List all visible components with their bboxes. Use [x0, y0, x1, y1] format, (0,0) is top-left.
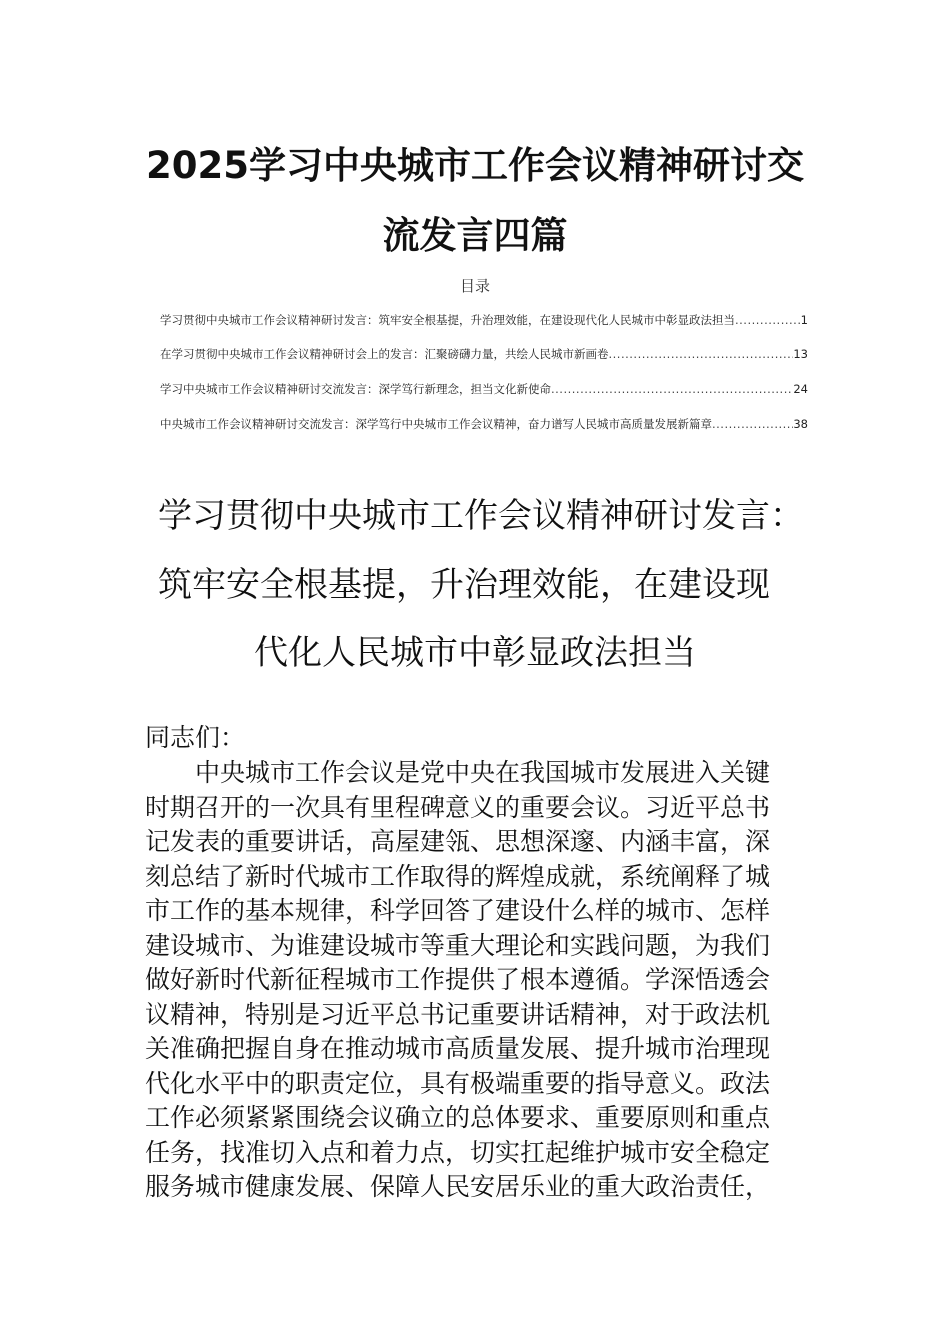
body-line: 任务，找准切入点和着力点，切实扛起维护城市安全稳定: [145, 1137, 771, 1167]
section-title-line-1: 学习贯彻中央城市工作会议精神研讨发言：: [158, 496, 804, 536]
toc-leader-dots: [735, 312, 801, 328]
toc-entry-page: 38: [793, 417, 808, 431]
body-line: 建设城市、为谁建设城市等重大理论和实践问题，为我们: [145, 930, 771, 960]
body-line: 记发表的重要讲话，高屋建瓴、思想深邃、内涵丰富，深: [145, 827, 771, 856]
section-title-line-3: 代化人民城市中彰显政法担当: [254, 633, 696, 673]
body-line: 服务城市健康发展、保障人民安居乐业的重大政治责任，: [145, 1172, 771, 1201]
document-title-line-2: 流发言四篇: [382, 214, 568, 257]
body-line: 刻总结了新时代城市工作取得的辉煌成就，系统阐释了城: [145, 861, 771, 891]
salutation: 同志们：: [145, 723, 246, 752]
toc-entry-page: 13: [793, 347, 808, 361]
toc-entry-title: 中央城市工作会议精神研讨交流发言：深学笃行中央城市工作会议精神，奋力谱写人民城市高质量发展新篇章: [160, 417, 712, 431]
body-line: 做好新时代新征程城市工作提供了根本遵循。学深悟透会: [145, 965, 771, 994]
toc-leader-dots: [712, 416, 793, 432]
document-title-line-1: 2025学习中央城市工作会议精神研讨交: [146, 144, 804, 187]
body-line: 代化水平中的职责定位，具有极端重要的指导意义。政法: [145, 1068, 771, 1098]
toc-entry-page: 24: [793, 382, 808, 396]
body-line: 市工作的基本规律，科学回答了建设什么样的城市、怎样: [145, 896, 771, 925]
toc-entry-title: 学习贯彻中央城市工作会议精神研讨发言：筑牢安全根基提，升治理效能，在建设现代化人民城市中彰显政法担当: [160, 313, 735, 327]
toc-entry[interactable]: [160, 381, 808, 397]
body-line: 议精神，特别是习近平总书记重要讲话精神，对于政法机: [145, 999, 771, 1029]
body-line: 关准确把握自身在推动城市高质量发展、提升城市治理现: [145, 1034, 771, 1063]
body-paragraph: [145, 756, 815, 1205]
body-line: 工作必须紧紧围绕会议确立的总体要求、重要原则和重点: [145, 1103, 771, 1132]
toc-entry[interactable]: [160, 346, 808, 362]
toc-leader-dots: [551, 381, 793, 397]
body-line: 时期召开的一次具有里程碑意义的重要会议。习近平总书: [145, 792, 771, 822]
toc-leader-dots: [609, 346, 794, 362]
toc-entry-title: 学习中央城市工作会议精神研讨交流发言：深学笃行新理念，担当文化新使命: [160, 382, 551, 396]
body-line: 中央城市工作会议是党中央在我国城市发展进入关键: [195, 758, 771, 787]
toc-entry-page: 1: [800, 313, 808, 327]
toc-entry[interactable]: [160, 312, 808, 328]
section-title-line-2: 筑牢安全根基提，升治理效能，在建设现: [158, 565, 770, 605]
toc-heading: 目录: [459, 277, 490, 295]
toc-entry-title: 在学习贯彻中央城市工作会议精神研讨会上的发言：汇聚磅礴力量，共绘人民城市新画卷: [160, 347, 609, 361]
toc-entry[interactable]: [160, 416, 808, 432]
